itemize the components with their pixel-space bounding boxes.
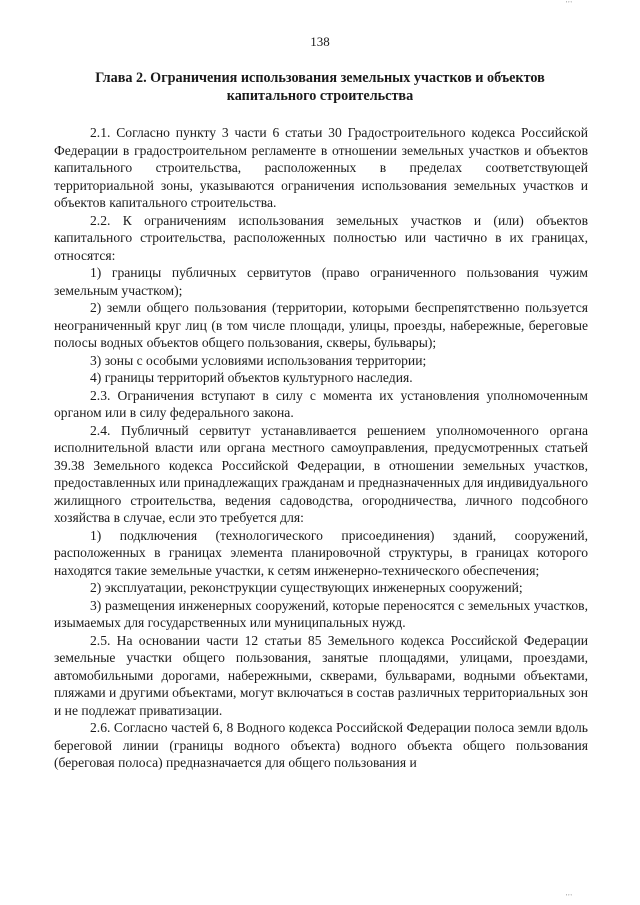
paragraph-2-1: 2.1. Согласно пункту 3 части 6 статьи 30 Градостроительного кодекса Российской Федерации в градостроительном регламенте в отношении земельных участков и объектов капитального строительства, расположенных в пределах соответствующей территориальной зоны, указываются ограничения использования земельных участков и объектов капитального строительства. [54,125,588,210]
paragraph-2-6: 2.6. Согласно частей 6, 8 Водного кодекса Российской Федерации полоса земли вдоль береговой линии (границы водного объекта) водного объекта общего пользования (береговая полоса) предназначается для общего пользования и [54,720,588,770]
corner-scan-mark: ''' [566,0,573,8]
chapter-title: Глава 2. Ограничения использования земельных участков и объектов капитального строительства [95,70,545,104]
list-item-2-2-4: 4) границы территорий объектов культурного наследия. [90,370,413,385]
paragraph-2-5: 2.5. На основании части 12 статьи 85 Земельного кодекса Российской Федерации земельные участки общего пользования, занятые площадями, улицами, проездами, автомобильными дорогами, набережными, скверами, бульварами, водными объектами, пляжами и другими объектами, могут включаться в состав различных территориальных зон и не подлежат приватизации. [54,632,588,718]
list-item-2-2-1: 1) границы публичных сервитутов (право ограниченного пользования чужим земельным участком); [54,265,588,298]
list-item-2-4-3: 3) размещения инженерных сооружений, которые переносятся с земельных участков, изымаемых для государственных или муниципальных нужд. [54,597,588,630]
paragraph-2-2: 2.2. К ограничениям использования земельных участков и (или) объектов капитального строительства, расположенных полностью или частично в их границах, относятся: [54,212,588,263]
list-item-2-4-2: 2) эксплуатации, реконструкции существующих инженерных сооружений; [90,580,523,595]
list-item-2-2-3: 3) зоны с особыми условиями использования территории; [90,352,427,368]
document-body [54,124,588,772]
paragraph-2-3: 2.3. Ограничения вступают в силу с момента их установления уполномоченным органом или в силу федерального закона. [54,387,588,420]
list-item-2-4-1: 1) подключения (технологического присоединения) зданий, сооружений, расположенных в границах элемента планировочной структуры, в границах которого находятся такие земельные участки, к сетям инженерно-технического обеспечения; [54,527,588,578]
corner-scan-mark: ''' [566,893,573,901]
paragraph-2-4: 2.4. Публичный сервитут устанавливается решением уполномоченного органа исполнительной власти или органа местного самоуправления, предусмотренных статьей 39.38 Земельного кодекса Российской Федерации, в отношении земельных участков, предоставленных или принадлежащих гражданам и предназначенных для индивидуального жилищного строительства, ведения садоводства, огородничества, личного подсобного хозяйства в случае, если это требуется для: [54,422,588,525]
list-item-2-2-2: 2) земли общего пользования (территории, которыми беспрепятственно пользуется неограниченный круг лиц (в том числе площади, улицы, проезды, набережные, береговые полосы водных объектов общего пользования, скверы, бульвары); [54,300,588,350]
page-number: 138 [310,34,330,49]
